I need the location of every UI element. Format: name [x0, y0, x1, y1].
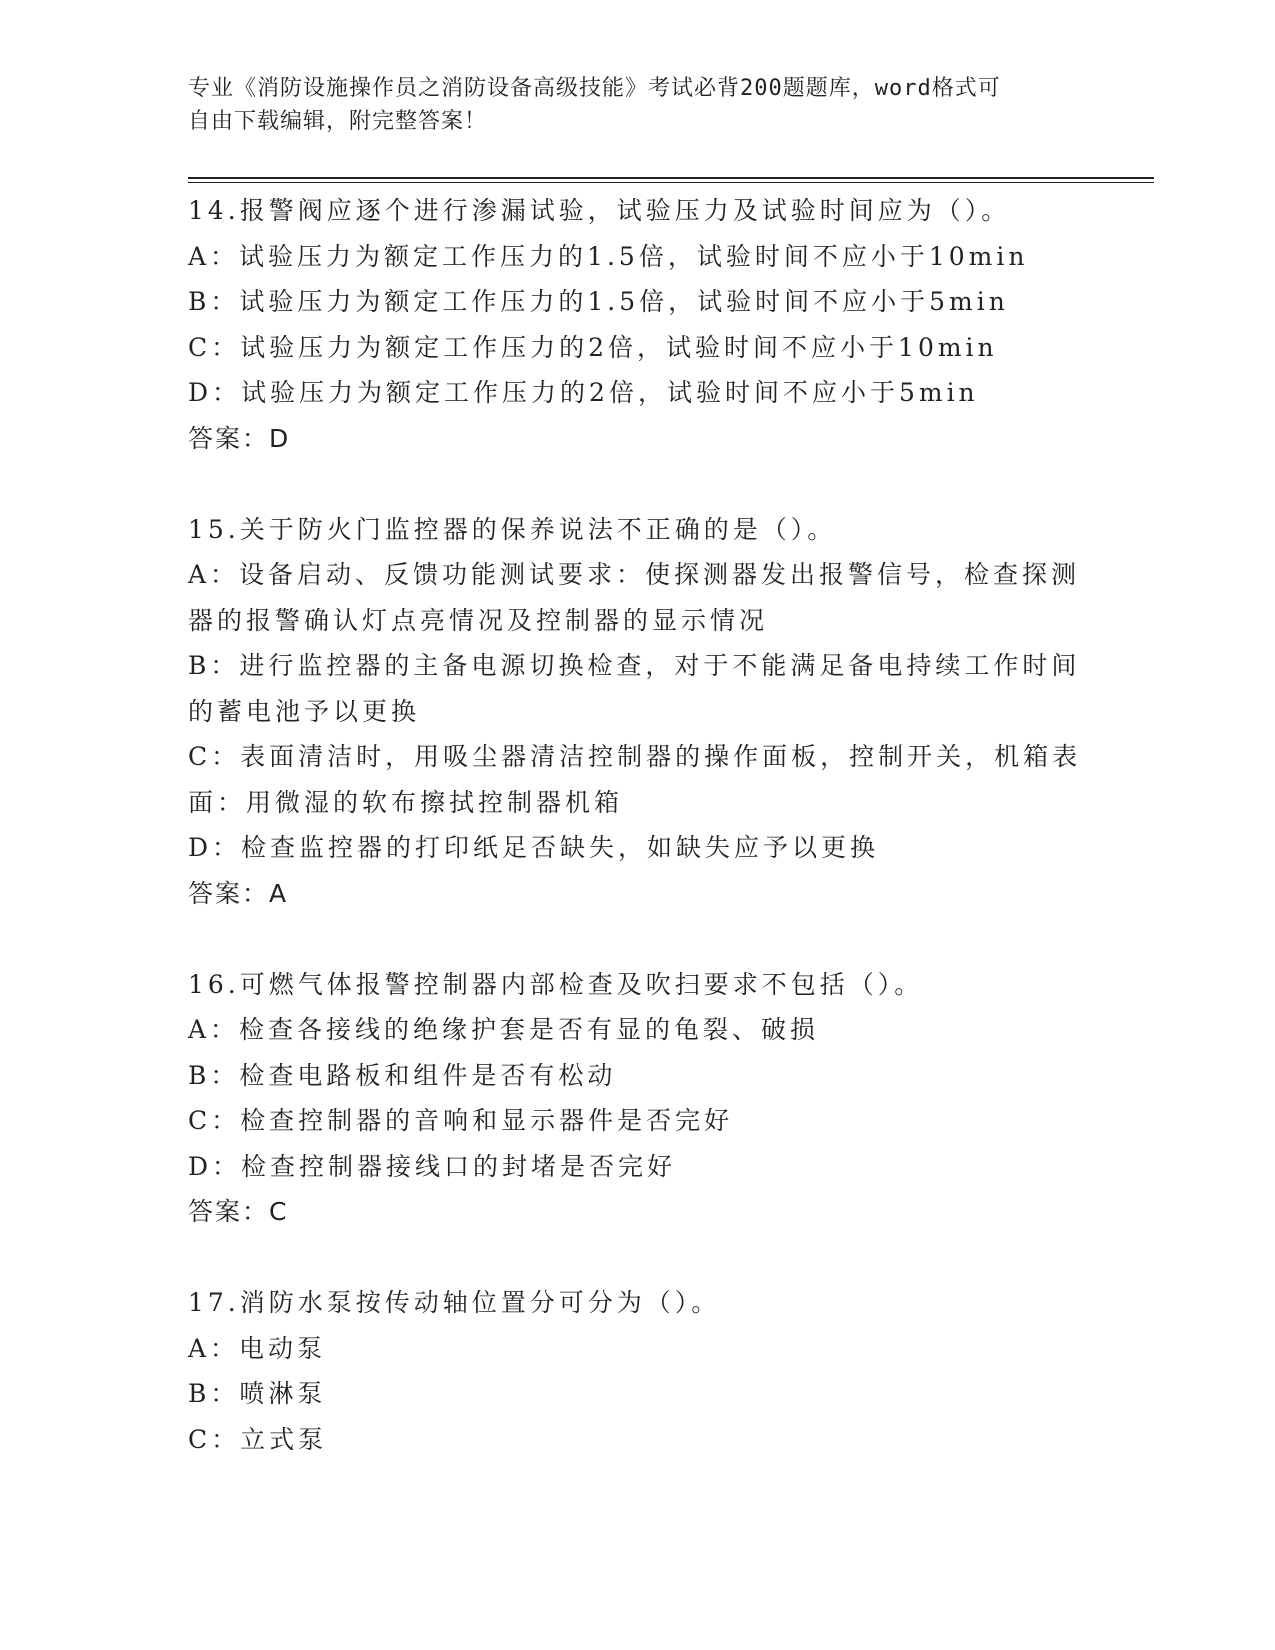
option-b: B：喷淋泵 [188, 1379, 327, 1408]
question-stem: 14.报警阀应逐个进行渗漏试验，试验压力及试验时间应为（）。 [188, 196, 1011, 225]
answer: 答案：C [188, 1197, 289, 1226]
document-header [188, 72, 1088, 138]
option-b: B：试验压力为额定工作压力的1.5倍，试验时间不应小于5min [188, 287, 1009, 316]
option-a: A：试验压力为额定工作压力的1.5倍，试验时间不应小于10min [188, 241, 1029, 271]
question-17 [188, 1280, 1088, 1462]
option-c: C：试验压力为额定工作压力的2倍，试验时间不应小于10min [188, 332, 998, 362]
option-a: A：检查各接线的绝缘护套是否有显的龟裂、破损 [188, 1015, 820, 1044]
option-b: B：进行监控器的主备电源切换检查，对于不能满足备电持续工作时间的蓄电池予以更换 [188, 651, 1081, 726]
question-stem: 15.关于防火门监控器的保养说法不正确的是（）。 [188, 514, 837, 544]
option-b: B：检查电路板和组件是否有松动 [188, 1060, 617, 1090]
question-stem: 16.可燃气体报警控制器内部检查及吹扫要求不包括（）。 [188, 969, 924, 999]
option-d: D：检查控制器接线口的封堵是否完好 [188, 1151, 677, 1181]
header-divider [188, 177, 1154, 183]
option-a: A：电动泵 [188, 1333, 327, 1363]
option-d: D：试验压力为额定工作压力的2倍，试验时间不应小于5min [188, 378, 979, 407]
header-line-1: 专业《消防设施操作员之消防设备高级技能》考试必背200题题库，word格式可 [188, 76, 1001, 101]
question-15 [188, 507, 1088, 917]
answer: 答案：A [188, 878, 289, 908]
option-d: D：检查监控器的打印纸足否缺失，如缺失应予以更换 [188, 833, 880, 862]
question-16 [188, 962, 1088, 1235]
option-c: C：检查控制器的音响和显示器件是否完好 [188, 1106, 734, 1135]
question-14 [188, 188, 1088, 461]
answer: 答案：D [188, 423, 291, 453]
option-c: C：立式泵 [188, 1424, 328, 1454]
header-line-2: 自由下载编辑，附完整答案！ [188, 109, 488, 134]
question-list [188, 188, 1088, 1508]
option-c: C：表面清洁时，用吸尘器清洁控制器的操作面板，控制开关，机箱表面：用微湿的软布擦拭控制器机箱 [188, 742, 1082, 817]
question-stem: 17.消防水泵按传动轴位置分可分为（）。 [188, 1288, 721, 1317]
option-a: A：设备启动、反馈功能测试要求：使探测器发出报警信号，检查探测器的报警确认灯点亮情况及控制器的显示情况 [188, 560, 1081, 635]
